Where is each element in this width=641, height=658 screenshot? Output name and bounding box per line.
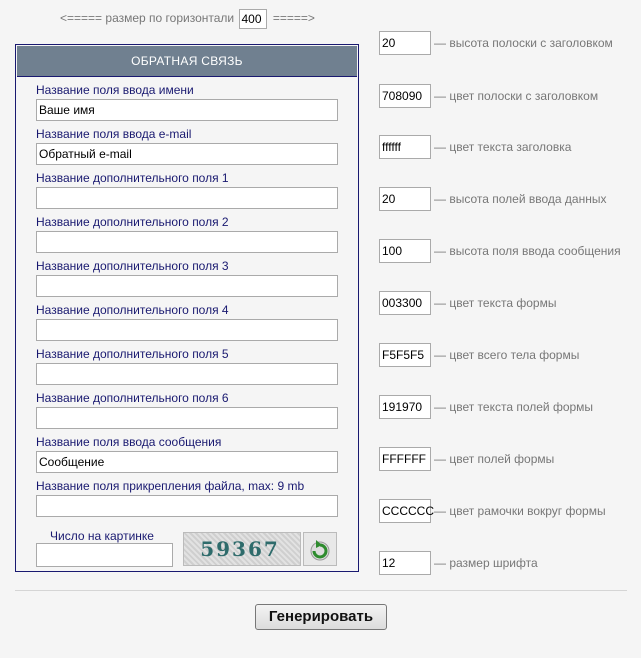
generate-button[interactable]: Генерировать [255,604,387,630]
width-input[interactable] [239,9,267,29]
param-field-text-color [379,395,593,419]
param-input[interactable]: 12 [379,551,431,575]
param-header-text-color [379,135,571,159]
param-message-height [379,239,621,263]
extra-4-input[interactable] [36,319,338,341]
email-input[interactable]: Обратный e-mail [36,143,338,165]
field-extra-2 [36,215,338,253]
param-border-color [379,499,606,523]
param-header-color [379,84,598,108]
param-input[interactable]: 708090 [379,84,431,108]
field-message [36,435,338,473]
param-font-size [379,551,538,575]
param-header-height [379,31,613,55]
param-desc: — цвет текста заголовка [434,140,572,154]
arrow-left-text: <===== [60,11,103,25]
param-input[interactable]: 191970 [379,395,431,419]
extra-3-input[interactable] [36,275,338,297]
param-input[interactable]: ffffff [379,135,431,159]
param-input[interactable]: 100 [379,239,431,263]
param-desc: — высота поля ввода сообщения [434,244,621,258]
captcha-refresh-button[interactable] [303,532,337,566]
feedback-form-preview [15,44,359,572]
width-control [60,7,315,29]
divider [15,590,627,591]
field-extra-6 [36,391,338,429]
field-label: Название дополнительного поля 4 [36,303,229,317]
field-label: Название дополнительного поля 3 [36,259,229,273]
param-input[interactable]: 20 [379,31,431,55]
field-name [36,83,338,121]
captcha-label: Число на картинке [50,529,154,543]
field-label: Название дополнительного поля 6 [36,391,229,405]
param-form-body-color [379,343,579,367]
param-input[interactable]: CCCCCC [379,499,431,523]
param-input[interactable]: FFFFFF [379,447,431,471]
param-desc: — высота полей ввода данных [434,192,607,206]
name-input[interactable]: Ваше имя [36,99,338,121]
field-extra-1 [36,171,338,209]
width-label: размер по горизонтали [105,11,235,25]
field-label: Название поля ввода сообщения [36,435,222,449]
param-desc: — высота полоски с заголовком [434,36,613,50]
field-attachment [36,479,338,517]
param-input[interactable]: F5F5F5 [379,343,431,367]
captcha-input[interactable] [36,543,173,567]
captcha-image [183,532,301,566]
attachment-input[interactable] [36,495,338,517]
extra-6-input[interactable] [36,407,338,429]
param-desc: — цвет текста полей формы [434,400,594,414]
field-label: Название поля ввода e-mail [36,127,192,141]
field-label: Название дополнительного поля 2 [36,215,229,229]
field-email [36,127,338,165]
extra-2-input[interactable] [36,231,338,253]
message-input[interactable]: Сообщение [36,451,338,473]
refresh-icon [306,535,334,563]
field-label: Название дополнительного поля 5 [36,347,229,361]
field-extra-4 [36,303,338,341]
field-label: Название поля ввода имени [36,83,194,97]
param-desc: — цвет всего тела формы [434,348,580,362]
extra-1-input[interactable] [36,187,338,209]
form-title: ОБРАТНАЯ СВЯЗЬ [17,46,357,77]
param-desc: — размер шрифта [434,556,538,570]
field-label: Название дополнительного поля 1 [36,171,229,185]
param-input[interactable]: 003300 [379,291,431,315]
field-label: Название поля прикрепления файла, max: 9 mb [36,479,305,493]
captcha-text: 59367 [200,537,280,561]
param-form-text-color [379,291,556,315]
param-desc: — цвет полей формы [434,452,555,466]
param-input[interactable]: 20 [379,187,431,211]
field-extra-5 [36,347,338,385]
param-desc: — цвет рамочки вокруг формы [434,504,606,518]
arrow-right-text: =====> [272,11,315,25]
param-input-height [379,187,606,211]
extra-5-input[interactable] [36,363,338,385]
field-extra-3 [36,259,338,297]
param-desc: — цвет текста формы [434,296,557,310]
param-field-color [379,447,554,471]
param-desc: — цвет полоски с заголовком [434,89,599,103]
